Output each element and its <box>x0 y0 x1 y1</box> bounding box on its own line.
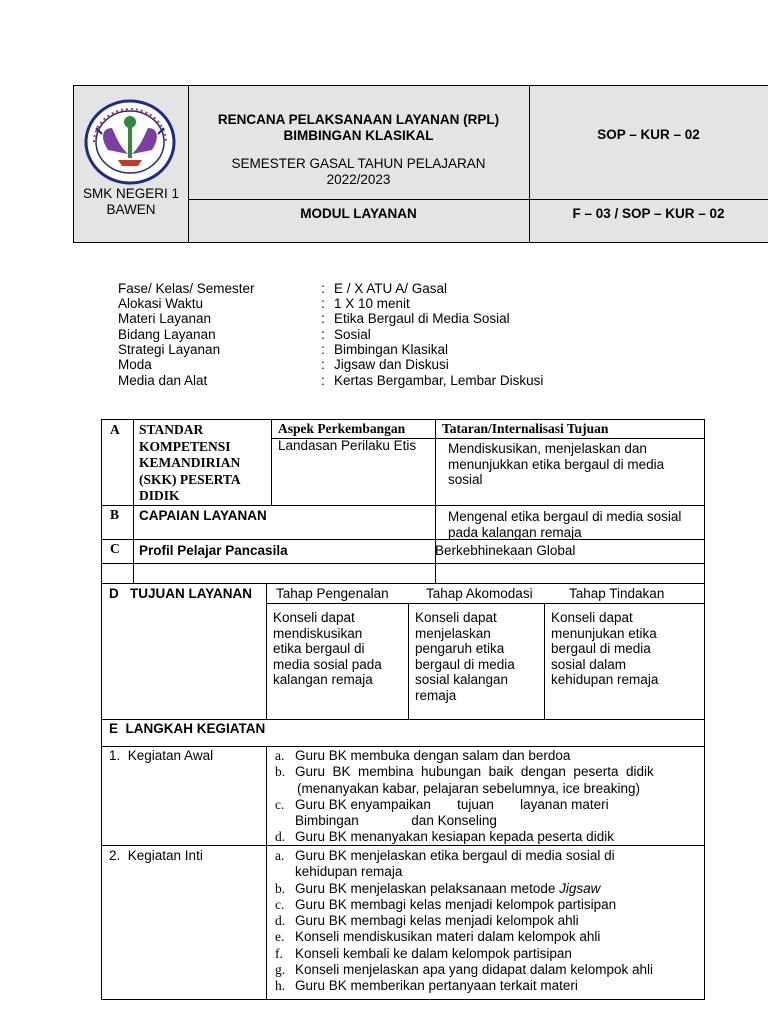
section-b-heading: CAPAIAN LAYANAN <box>139 508 267 523</box>
section-b-value: Mengenal etika bergaul di media sosial pada kalangan remaja <box>448 509 682 540</box>
tataran-header: Tataran/Internalisasi Tujuan <box>442 421 609 436</box>
list-item: c. Guru BK membagi kelas menjadi kelompok partisipan <box>275 896 617 912</box>
module-label: MODUL LAYANAN <box>300 206 417 221</box>
list-item: f. Konseli kembali ke dalam kelompok partisipan <box>275 945 572 961</box>
section-c-heading: Profil Pelajar Pancasila <box>139 543 288 558</box>
stage-header-tindakan: Tahap Tindakan <box>569 586 665 601</box>
kegiatan-awal-list <box>275 748 705 846</box>
sop-code: SOP – KUR – 02 <box>597 127 700 142</box>
stage-header-akomodasi: Tahap Akomodasi <box>426 586 533 601</box>
list-item: e. Konseli mendiskusikan materi dalam kelompok ahli <box>275 929 601 945</box>
form-code: F – 03 / SOP – KUR – 02 <box>572 206 725 221</box>
school-logo-icon <box>82 98 178 186</box>
list-item: c. Guru BK enyampaikan tujuan layanan materi Bimbingan dan Konseling <box>275 796 609 829</box>
kegiatan-inti-label: 2. Kegiatan Inti <box>109 848 203 863</box>
semester-line2: 2022/2023 <box>326 172 391 187</box>
section-a-heading: STANDAR KOMPETENSI KEMANDIRIAN (SKK) PESERTA DIDIK <box>139 422 241 503</box>
langkah-kegiatan-table <box>101 719 705 1000</box>
aspek-value: Landasan Perilaku Etis <box>278 438 417 453</box>
skk-table <box>101 419 705 584</box>
list-item: b. Guru BK menjelaskan pelaksanaan metode Jigsaw <box>275 880 601 896</box>
school-name: SMK NEGERI 1 BAWEN <box>82 186 180 217</box>
section-d-label: D TUJUAN LAYANAN <box>109 586 253 601</box>
list-item: h. Guru BK memberikan pertanyaan terkait materi <box>275 978 578 994</box>
list-item: a. Guru BK membuka dengan salam dan berdoa <box>275 748 571 763</box>
aspek-header: Aspek Perkembangan <box>278 421 406 436</box>
section-c-value: Berkebhinekaan Global <box>435 543 576 558</box>
document-title-line1: RENCANA PELAKSANAAN LAYANAN (RPL) <box>217 112 500 127</box>
semester-line1: SEMESTER GASAL TAHUN PELAJARAN <box>231 156 486 171</box>
section-c-letter: C <box>110 541 120 556</box>
stage-text-akomodasi: Konseli dapat menjelaskan pengaruh etika bergaul di media sosial kalangan remaja <box>415 610 515 703</box>
tujuan-layanan-table <box>101 583 705 720</box>
section-b-letter: B <box>110 507 120 522</box>
list-item: d. Guru BK menanyakan kesiapan kepada peserta didik <box>275 829 614 845</box>
list-item: d. Guru BK membagi kelas menjadi kelompok ahli <box>275 913 579 929</box>
kegiatan-awal-label: 1. Kegiatan Awal <box>109 748 214 763</box>
section-a-letter: A <box>110 422 120 437</box>
kegiatan-inti-list <box>275 848 705 995</box>
stage-header-pengenalan: Tahap Pengenalan <box>276 586 389 601</box>
document-title-line2: BIMBINGAN KLASIKAL <box>283 128 434 143</box>
section-e-label: E LANGKAH KEGIATAN <box>109 721 266 736</box>
document-header-table <box>73 85 768 243</box>
stage-text-pengenalan: Konseli dapat mendiskusikan etika bergaul di media sosial pada kalangan remaja <box>273 610 382 687</box>
tataran-value: Mendiskusikan, menjelaskan dan menunjukkan etika bergaul di media sosial <box>448 441 665 487</box>
list-item: a. Guru BK menjelaskan etika bergaul di media sosial di kehidupan remaja <box>275 848 615 880</box>
list-item: b. Guru BK membina hubungan baik dengan peserta didik (menanyakan kabar, pelajaran sebelumnya, ice breaking) <box>275 764 654 796</box>
list-item: g. Konseli menjelaskan apa yang didapat dalam kelompok ahli <box>275 962 653 978</box>
stage-text-tindakan: Konseli dapat menunjukan etika bergaul di media sosial dalam kehidupan remaja <box>551 610 659 687</box>
